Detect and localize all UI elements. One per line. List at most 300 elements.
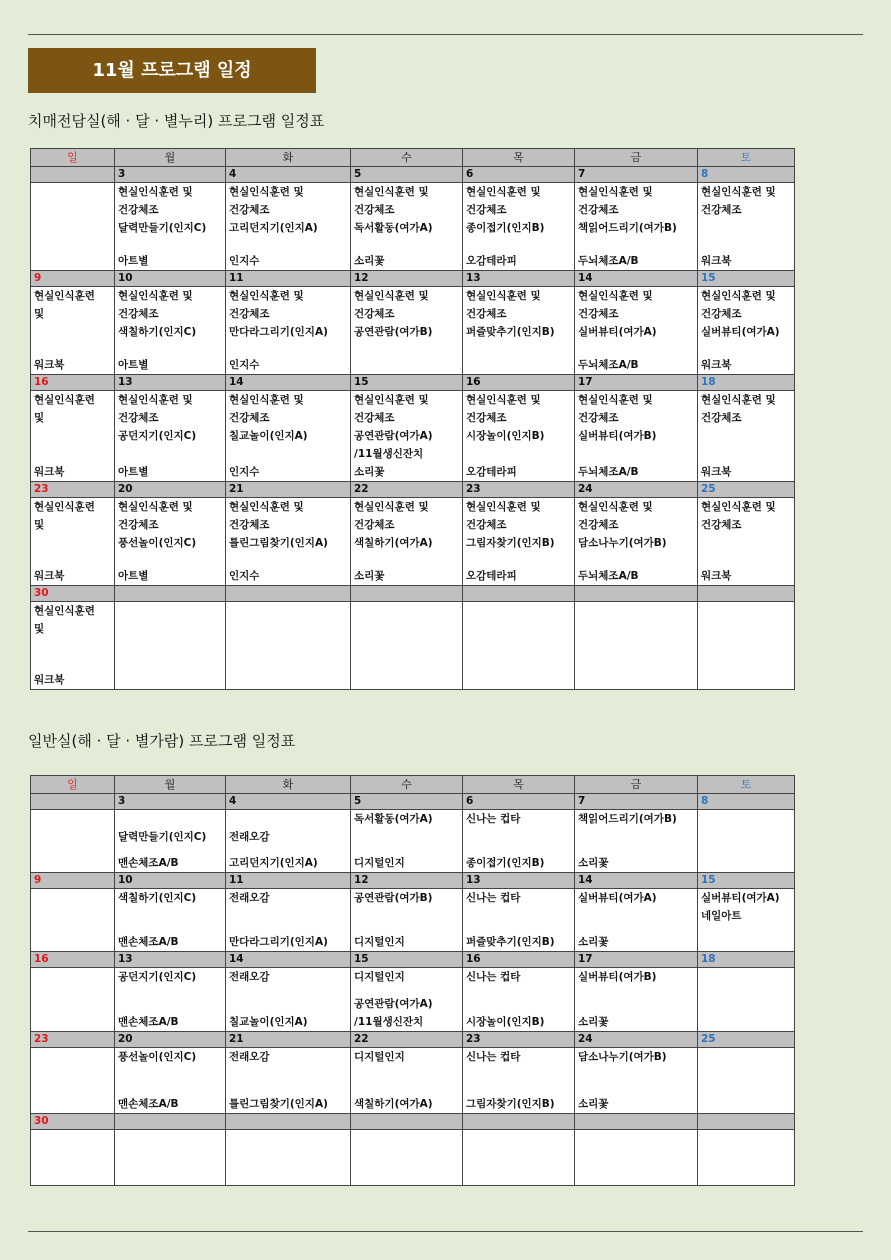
- cell-spacer: [466, 986, 571, 1013]
- program-cell-content: [578, 602, 694, 689]
- program-item: 건강체조: [229, 412, 270, 424]
- cell-spacer: [578, 602, 694, 689]
- program-cell-content: [34, 810, 111, 872]
- program-item: 현실인식훈련 및: [229, 186, 304, 198]
- cell-spacer: [118, 445, 222, 463]
- program-cell: [31, 968, 115, 1032]
- program-item: 전래오감: [229, 971, 270, 983]
- program-cell-content: [701, 889, 791, 951]
- cell-spacer: [229, 1066, 347, 1095]
- cell-spacer: [229, 552, 347, 567]
- cell-spacer: [578, 237, 694, 252]
- date-cell: 18: [698, 952, 795, 968]
- date-cell: 9: [31, 271, 115, 287]
- program-cell-content: [578, 287, 694, 374]
- cell-spacer: [118, 1130, 222, 1185]
- program-item: 디지털인지: [354, 936, 405, 948]
- date-cell: [463, 1114, 575, 1130]
- program-cell-content: [466, 498, 571, 585]
- program-item: 건강체조: [118, 412, 159, 424]
- date-row: [31, 873, 795, 889]
- date-row: [31, 167, 795, 183]
- cell-spacer: [229, 237, 347, 252]
- program-item: 건강체조: [118, 204, 159, 216]
- program-item: 만다라그리기(인지A): [229, 326, 328, 338]
- program-cell: [575, 968, 698, 1032]
- program-cell-content: [578, 391, 694, 481]
- date-cell: 15: [351, 952, 463, 968]
- weekday-header: 토: [698, 149, 795, 167]
- program-item: 인지수: [229, 466, 260, 478]
- program-cell-content: [701, 968, 791, 1031]
- cell-spacer: [354, 1130, 459, 1185]
- program-item: 두뇌체조A/B: [578, 466, 639, 478]
- program-item: 신나는 컵타: [466, 1051, 521, 1063]
- program-cell-content: [354, 183, 459, 270]
- cell-spacer: [34, 810, 111, 872]
- program-item: 고리던지기(인지A): [229, 857, 318, 869]
- cell-spacer: [578, 1066, 694, 1095]
- cell-spacer: [701, 341, 791, 356]
- program-cell-content: [229, 391, 347, 481]
- program-item: 워크북: [701, 359, 732, 371]
- program-item: 공연관람(여가B): [354, 326, 433, 338]
- program-item: 색칠하기(인지C): [118, 892, 197, 904]
- program-cell-content: [229, 498, 347, 585]
- program-cell-content: [34, 1130, 111, 1185]
- program-item: 워크북: [701, 466, 732, 478]
- program-cell: [115, 183, 226, 271]
- program-cell-content: [701, 602, 791, 689]
- program-item: 오감테라피: [466, 466, 517, 478]
- cell-spacer: [354, 986, 459, 995]
- program-item: 퍼즐맞추기(인지B): [466, 326, 555, 338]
- weekday-header: 화: [226, 149, 351, 167]
- program-item: 전래오감: [229, 1051, 270, 1063]
- program-cell: [31, 1130, 115, 1186]
- program-row: [31, 889, 795, 952]
- program-cell-content: [354, 391, 459, 481]
- program-cell-content: [34, 183, 111, 270]
- program-cell: [463, 1130, 575, 1186]
- program-cell-content: [466, 889, 571, 951]
- weekday-header: 목: [463, 149, 575, 167]
- cell-spacer: [34, 968, 111, 1031]
- weekday-header: 금: [575, 776, 698, 794]
- program-item: 현실인식훈련 및: [701, 394, 776, 406]
- program-item: 신나는 컵타: [466, 892, 521, 904]
- program-cell-content: [229, 1048, 347, 1113]
- program-item: 시장놀이(인지B): [466, 430, 545, 442]
- program-item: 두뇌체조A/B: [578, 570, 639, 582]
- program-item: 및: [34, 519, 45, 531]
- cell-spacer: [701, 427, 791, 463]
- program-cell: [698, 183, 795, 271]
- program-row: [31, 1130, 795, 1186]
- program-item: 현실인식훈련 및: [118, 394, 193, 406]
- cell-spacer: [34, 534, 111, 567]
- weekday-header: 토: [698, 776, 795, 794]
- program-cell: [115, 602, 226, 690]
- cell-spacer: [34, 889, 111, 951]
- program-item: 실버뷰티(여가A): [578, 326, 657, 338]
- cell-spacer: [229, 1130, 347, 1185]
- program-item: 현실인식훈련 및: [578, 186, 653, 198]
- date-cell: 21: [226, 1032, 351, 1048]
- program-item: 오감테라피: [466, 570, 517, 582]
- date-cell: 12: [351, 873, 463, 889]
- weekday-header: 월: [115, 776, 226, 794]
- cell-spacer: [354, 341, 459, 374]
- program-cell-content: [229, 810, 347, 872]
- date-cell: [226, 586, 351, 602]
- program-cell: [115, 498, 226, 586]
- cell-spacer: [354, 552, 459, 567]
- program-item: 현실인식훈련 및: [466, 290, 541, 302]
- cell-spacer: [466, 1130, 571, 1185]
- program-item: 색칠하기(인지C): [118, 326, 197, 338]
- program-cell: [31, 810, 115, 873]
- cell-spacer: [34, 1130, 111, 1185]
- program-cell: [698, 498, 795, 586]
- program-item: 독서활동(여가A): [354, 813, 433, 825]
- program-cell: [31, 1048, 115, 1114]
- date-cell: [698, 1114, 795, 1130]
- program-cell-content: [118, 498, 222, 585]
- program-cell: [351, 602, 463, 690]
- date-cell: 4: [226, 167, 351, 183]
- date-cell: [575, 586, 698, 602]
- program-cell-content: [466, 183, 571, 270]
- program-cell: [463, 889, 575, 952]
- program-cell-content: [578, 968, 694, 1031]
- program-cell-content: [34, 287, 111, 374]
- program-item: 공연관람(여가A): [354, 430, 433, 442]
- program-item: 실버뷰티(여가A): [701, 326, 780, 338]
- date-cell: [31, 167, 115, 183]
- program-item: 건강체조: [354, 204, 395, 216]
- cell-spacer: [34, 427, 111, 463]
- program-cell-content: [118, 602, 222, 689]
- program-cell-content: [701, 498, 791, 585]
- date-cell: 20: [115, 1032, 226, 1048]
- date-row: [31, 952, 795, 968]
- cell-spacer: [118, 907, 222, 933]
- date-cell: 13: [463, 271, 575, 287]
- date-row: [31, 1114, 795, 1130]
- cell-spacer: [701, 1048, 791, 1113]
- program-cell: [463, 1048, 575, 1114]
- program-item: 아트별: [118, 466, 149, 478]
- program-item: 두뇌체조A/B: [578, 255, 639, 267]
- program-item: [229, 810, 347, 828]
- program-cell-content: [354, 810, 459, 872]
- program-cell: [31, 889, 115, 952]
- weekday-header: 일: [31, 776, 115, 794]
- cell-spacer: [578, 907, 694, 933]
- program-item: 틀린그림찾기(인지A): [229, 1098, 328, 1110]
- program-cell: [463, 602, 575, 690]
- program-cell-content: [578, 498, 694, 585]
- program-row: [31, 602, 795, 690]
- program-item: 맨손체조A/B: [118, 1016, 179, 1028]
- date-cell: 23: [31, 1032, 115, 1048]
- program-cell: [351, 810, 463, 873]
- date-cell: 13: [463, 873, 575, 889]
- program-item: 인지수: [229, 359, 260, 371]
- program-item: 소리꽃: [578, 857, 609, 869]
- program-item: /11월생신잔치: [354, 1016, 424, 1028]
- date-row: [31, 1032, 795, 1048]
- program-cell-content: [354, 287, 459, 374]
- program-cell-content: [229, 183, 347, 270]
- program-item: 디지털인지: [354, 1051, 405, 1063]
- program-cell: [575, 889, 698, 952]
- cell-spacer: [466, 341, 571, 374]
- program-cell: [226, 287, 351, 375]
- program-item: 현실인식훈련 및: [466, 186, 541, 198]
- date-row: [31, 271, 795, 287]
- cell-spacer: [701, 925, 791, 951]
- program-item: 공연관람(여가A): [354, 998, 433, 1010]
- program-item: 소리꽃: [354, 570, 385, 582]
- cell-spacer: [354, 602, 459, 689]
- date-cell: 17: [575, 375, 698, 391]
- program-cell: [351, 287, 463, 375]
- program-cell-content: [466, 287, 571, 374]
- program-item: 현실인식훈련 및: [118, 186, 193, 198]
- program-item: 현실인식훈련 및: [118, 290, 193, 302]
- program-cell-content: [34, 391, 111, 481]
- date-cell: [115, 586, 226, 602]
- program-item: 실버뷰티(여가B): [578, 430, 657, 442]
- date-row: [31, 375, 795, 391]
- program-cell-content: [578, 889, 694, 951]
- date-cell: 13: [115, 375, 226, 391]
- program-item: 현실인식훈련 및: [578, 394, 653, 406]
- program-cell-content: [701, 810, 791, 872]
- program-item: 실버뷰티(여가A): [701, 892, 780, 904]
- program-cell: [575, 810, 698, 873]
- program-cell-content: [354, 498, 459, 585]
- program-cell-content: [34, 602, 111, 689]
- date-cell: 14: [226, 375, 351, 391]
- cell-spacer: [578, 986, 694, 1013]
- program-row: [31, 1048, 795, 1114]
- program-cell-content: [466, 810, 571, 872]
- program-cell-content: [118, 810, 222, 872]
- program-item: 칠교놀이(인지A): [229, 430, 308, 442]
- cell-spacer: [578, 828, 694, 854]
- date-cell: 5: [351, 167, 463, 183]
- program-item: 색칠하기(여가A): [354, 537, 433, 549]
- program-cell-content: [701, 1048, 791, 1113]
- date-cell: 15: [698, 271, 795, 287]
- program-cell: [575, 287, 698, 375]
- program-cell-content: [466, 1130, 571, 1185]
- program-cell-content: [118, 391, 222, 481]
- program-cell: [575, 498, 698, 586]
- cell-spacer: [578, 552, 694, 567]
- program-item: 현실인식훈련 및: [229, 290, 304, 302]
- program-item: 건강체조: [578, 412, 619, 424]
- program-cell-content: [34, 1048, 111, 1113]
- cell-spacer: [229, 602, 347, 689]
- program-row: [31, 498, 795, 586]
- program-item: 현실인식훈련: [34, 290, 95, 302]
- program-item: 건강체조: [466, 412, 507, 424]
- program-item: 건강체조: [578, 204, 619, 216]
- program-item: 공던지기(인지C): [118, 971, 197, 983]
- program-item: 건강체조: [466, 308, 507, 320]
- program-cell-content: [701, 287, 791, 374]
- program-cell: [351, 391, 463, 482]
- program-cell-content: [354, 602, 459, 689]
- program-cell: [351, 889, 463, 952]
- program-item: 워크북: [34, 570, 65, 582]
- section2-title: 일반실(해 · 달 · 별가람) 프로그램 일정표: [28, 732, 296, 750]
- date-row: [31, 794, 795, 810]
- date-cell: 22: [351, 482, 463, 498]
- program-item: 건강체조: [229, 519, 270, 531]
- program-item: 맨손체조A/B: [118, 857, 179, 869]
- program-item: 공던지기(인지C): [118, 430, 197, 442]
- program-cell: [463, 391, 575, 482]
- program-item: 실버뷰티(여가A): [578, 892, 657, 904]
- program-cell-content: [34, 498, 111, 585]
- cell-spacer: [34, 323, 111, 356]
- date-cell: [575, 1114, 698, 1130]
- date-cell: 7: [575, 167, 698, 183]
- program-cell: [31, 391, 115, 482]
- program-item: 소리꽃: [354, 255, 385, 267]
- program-item: 현실인식훈련 및: [701, 186, 776, 198]
- program-item: 담소나누기(여가B): [578, 537, 667, 549]
- program-item: 건강체조: [229, 204, 270, 216]
- top-rule: [28, 34, 863, 35]
- date-cell: 3: [115, 167, 226, 183]
- program-item: 현실인식훈련 및: [118, 501, 193, 513]
- cell-spacer: [118, 552, 222, 567]
- date-cell: 16: [31, 375, 115, 391]
- cell-spacer: [118, 341, 222, 356]
- program-cell-content: [466, 602, 571, 689]
- program-item: 워크북: [34, 359, 65, 371]
- program-cell-content: [118, 1048, 222, 1113]
- cell-spacer: [701, 968, 791, 1031]
- program-cell: [351, 1048, 463, 1114]
- program-cell-content: [354, 889, 459, 951]
- weekday-header: 목: [463, 776, 575, 794]
- program-cell: [31, 287, 115, 375]
- cell-spacer: [466, 828, 571, 854]
- program-item: 건강체조: [466, 519, 507, 531]
- program-cell-content: [578, 1130, 694, 1185]
- program-item: 책읽어드리기(여가B): [578, 813, 677, 825]
- date-cell: 23: [463, 1032, 575, 1048]
- cell-spacer: [34, 638, 111, 671]
- cell-spacer: [701, 219, 791, 252]
- cell-spacer: [578, 1130, 694, 1185]
- program-cell: [575, 391, 698, 482]
- program-cell: [698, 968, 795, 1032]
- program-cell: [463, 968, 575, 1032]
- program-item: 건강체조: [578, 519, 619, 531]
- cell-spacer: [578, 445, 694, 463]
- program-cell: [115, 287, 226, 375]
- date-cell: 13: [115, 952, 226, 968]
- section1-title: 치매전담실(해 · 달 · 별누리) 프로그램 일정표: [28, 112, 325, 130]
- program-cell: [226, 391, 351, 482]
- general-unit-schedule-table: [30, 775, 795, 1186]
- date-cell: 4: [226, 794, 351, 810]
- date-cell: 23: [31, 482, 115, 498]
- program-item: 독서활동(여가A): [354, 222, 433, 234]
- program-row: [31, 391, 795, 482]
- program-item: 신나는 컵타: [466, 813, 521, 825]
- cell-spacer: [701, 534, 791, 567]
- program-item: 담소나누기(여가B): [578, 1051, 667, 1063]
- cell-spacer: [354, 907, 459, 933]
- program-row: [31, 968, 795, 1032]
- program-cell-content: [466, 391, 571, 481]
- program-cell: [575, 183, 698, 271]
- program-item: 현실인식훈련 및: [466, 394, 541, 406]
- program-item: 건강체조: [354, 308, 395, 320]
- program-item: 워크북: [701, 570, 732, 582]
- program-item: 디지털인지: [354, 857, 405, 869]
- program-item: 퍼즐맞추기(인지B): [466, 936, 555, 948]
- program-item: 현실인식훈련 및: [229, 394, 304, 406]
- program-cell: [698, 391, 795, 482]
- program-item: 현실인식훈련: [34, 605, 95, 617]
- date-cell: 25: [698, 1032, 795, 1048]
- program-cell: [31, 183, 115, 271]
- program-item: 건강체조: [701, 519, 742, 531]
- date-cell: [115, 1114, 226, 1130]
- date-cell: 16: [31, 952, 115, 968]
- date-cell: 23: [463, 482, 575, 498]
- program-item: 소리꽃: [578, 936, 609, 948]
- date-cell: 6: [463, 794, 575, 810]
- program-item: 현실인식훈련 및: [354, 394, 429, 406]
- cell-spacer: [466, 552, 571, 567]
- weekday-header: 월: [115, 149, 226, 167]
- bottom-rule: [28, 1231, 863, 1232]
- cell-spacer: [118, 846, 222, 854]
- date-cell: 14: [575, 271, 698, 287]
- cell-spacer: [229, 907, 347, 933]
- program-cell: [698, 1048, 795, 1114]
- program-cell-content: [118, 287, 222, 374]
- program-cell-content: [701, 183, 791, 270]
- program-item: 현실인식훈련 및: [354, 186, 429, 198]
- program-item: 맨손체조A/B: [118, 1098, 179, 1110]
- date-row: [31, 586, 795, 602]
- cell-spacer: [229, 986, 347, 1013]
- program-cell: [226, 1048, 351, 1114]
- program-cell: [115, 889, 226, 952]
- program-cell-content: [701, 391, 791, 481]
- program-cell-content: [701, 1130, 791, 1185]
- program-item: 틀린그림찾기(인지A): [229, 537, 328, 549]
- date-cell: 14: [575, 873, 698, 889]
- cell-spacer: [34, 1048, 111, 1113]
- program-cell-content: [354, 1048, 459, 1113]
- cell-spacer: [466, 1066, 571, 1095]
- program-item: 만다라그리기(인지A): [229, 936, 328, 948]
- program-row: [31, 183, 795, 271]
